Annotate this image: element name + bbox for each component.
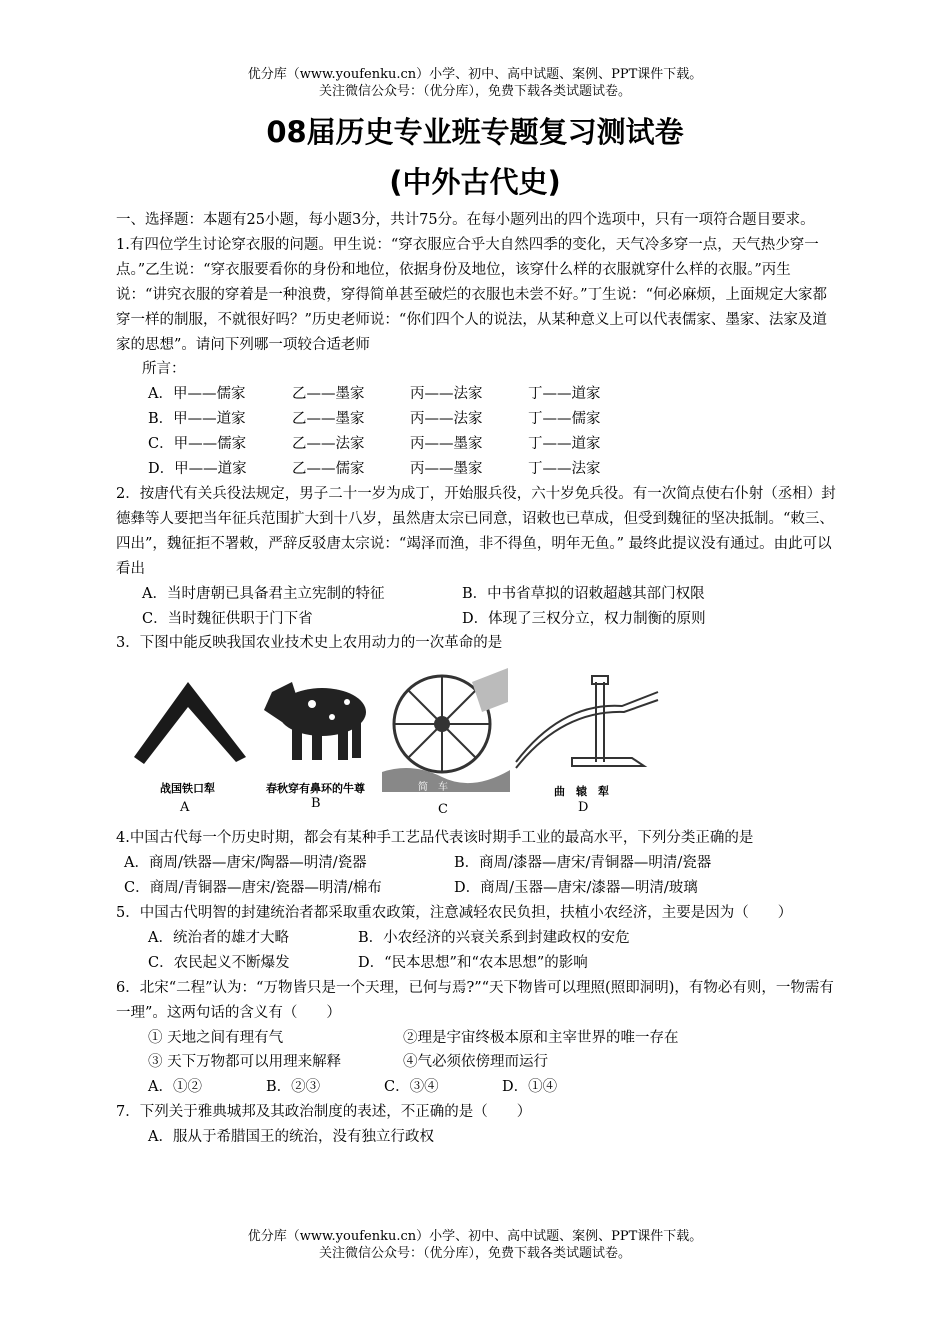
footer [0, 1228, 950, 1262]
q5-stem: 5．中国古代明智的封建统治者都采取重农政策，注意减轻农民负担，扶植小农经济，主要是因为（ ） [116, 905, 793, 922]
q2-stem: 2．按唐代有关兵役法规定，男子二十一岁为成丁，开始服兵役，六十岁免兵役。有一次简点使右仆射（丞相）封德彝等人要把当年征兵范围扩大到十八岁，虽然唐太宗已同意，诏敕也已草成，但受到魏征的坚决抵制。“敕三、四出”，魏征拒不署敕，严辞反驳唐太宗说：“竭泽而渔，非不得鱼，明年无鱼。” 最终此提议没有通过。由此可以看出 [116, 485, 836, 577]
page-subtitle: (中外古代史) [389, 165, 561, 199]
q7-stem: 7．下列关于雅典城邦及其政治制度的表述，不正确的是（ ） [116, 1104, 532, 1121]
figure-b-letter: B [311, 796, 321, 812]
q2-options-row-1: A．当时唐朝已具备君主立宪制的特征 B．中书省草拟的诏敕超越其部门权限 [142, 585, 705, 602]
section-instructions: 一、选择题：本题有25小题，每小题3分，共计75分。在每小题列出的四个选项中，只有一项符合题目要求。 [116, 212, 815, 228]
q1-stem: 1.有四位学生讨论穿衣服的问题。甲生说：“穿衣服应合乎大自然四季的变化，天气冷多穿一点，天气热少穿一点。”乙生说：“穿衣服要看你的身份和地位，依据身份及地位，该穿什么样的衣服就穿什么样的衣服。”丙生说：“讲究衣服的穿着是一种浪费，穿得简单甚至破烂的衣服也未尝不好。”丁生说：“何必麻烦，上面规定大家都穿一样的制服，不就很好吗？”历史老师说：“你们四个人的说法，从某种意义上可以代表儒家、墨家、法家及道家的思想”。请问下列哪一项较合适老师 [116, 236, 827, 353]
q6-stem: 6．北宋“二程”认为：“万物皆只是一个天理，已何与焉?”“天下物皆可以理照(照即洞明)，有物必有则，一物需有一理”。这两句话的含义有（ ） [116, 979, 834, 1021]
exam-content [116, 208, 836, 1150]
page-title: 08届历史专业班专题复习测试卷 [266, 115, 684, 149]
q6-items-row-1: ① 天地之间有理有气 ②理是宇宙终极本原和主宰世界的唯一存在 [148, 1029, 679, 1046]
figure-a-letter: A [180, 800, 190, 816]
q6-options: A．①② B．②③ C．③④ D．①④ [148, 1079, 558, 1096]
figure-a-caption: 战国铁口犁 [160, 782, 215, 796]
header-top [0, 66, 950, 100]
q5-options-row-1: A．统治者的雄才大略 B．小农经济的兴衰关系到封建政权的安危 [148, 929, 630, 946]
header-line-2: 关注微信公众号：（优分库），免费下载各类试题试卷。 [318, 84, 631, 99]
figure-d-letter: D [578, 800, 589, 816]
footer-line-1: 优分库（www.youfenku.cn）小学、初中、高中试题、案例、PPT课件下载。 [247, 1229, 703, 1244]
q4-options-row-2: C．商周/青铜器—唐宋/瓷器—明清/棉布 D．商周/玉器—唐宋/漆器—明清/玻璃 [124, 880, 698, 897]
q3-figures [116, 662, 836, 822]
figure-d-caption: 曲 辕 犁 [554, 785, 609, 799]
q4-options-row-1: A．商周/铁器—唐宋/陶器—明清/瓷器 B．商周/漆器—唐宋/青铜器—明清/瓷器 [124, 855, 712, 872]
svg-text:简 车: 简 车 [418, 782, 448, 794]
footer-line-2: 关注微信公众号：（优分库），免费下载各类试题试卷。 [318, 1246, 631, 1261]
q1-option-d: D．甲——道家 乙——儒家 丙——墨家 丁——法家 [148, 461, 601, 478]
figure-c-letter: C [438, 802, 448, 818]
header-line-1: 优分库（www.youfenku.cn）小学、初中、高中试题、案例、PPT课件下载。 [247, 67, 703, 82]
q1-option-c: C．甲——儒家 乙——法家 丙——墨家 丁——道家 [148, 436, 601, 453]
q1-option-b: B．甲——道家 乙——墨家 丙——法家 丁——儒家 [148, 411, 601, 428]
q3-stem: 3．下图中能反映我国农业技术史上农用动力的一次革命的是 [116, 635, 503, 652]
q5-options-row-2: C．农民起义不断爆发 D．“民本思想”和“农本思想”的影响 [148, 954, 588, 971]
figure-b-caption: 春秋穿有鼻环的牛尊 [266, 782, 365, 796]
q4-stem: 4.中国古代每一个历史时期，都会有某种手工艺品代表该时期手工业的最高水平，下列分类正确的是 [116, 830, 754, 847]
q1-stem-end: 所言： [142, 361, 186, 378]
q7-option-a: A．服从于希腊国王的统治，没有独立行政权 [148, 1129, 434, 1146]
q1-option-a: A．甲——儒家 乙——墨家 丙——法家 丁——道家 [148, 386, 601, 403]
q6-items-row-2: ③ 天下万物都可以用理来解释 ④气必须依傍理而运行 [148, 1054, 548, 1071]
q2-options-row-2: C．当时魏征供职于门下省 D．体现了三权分立，权力制衡的原则 [142, 610, 706, 627]
